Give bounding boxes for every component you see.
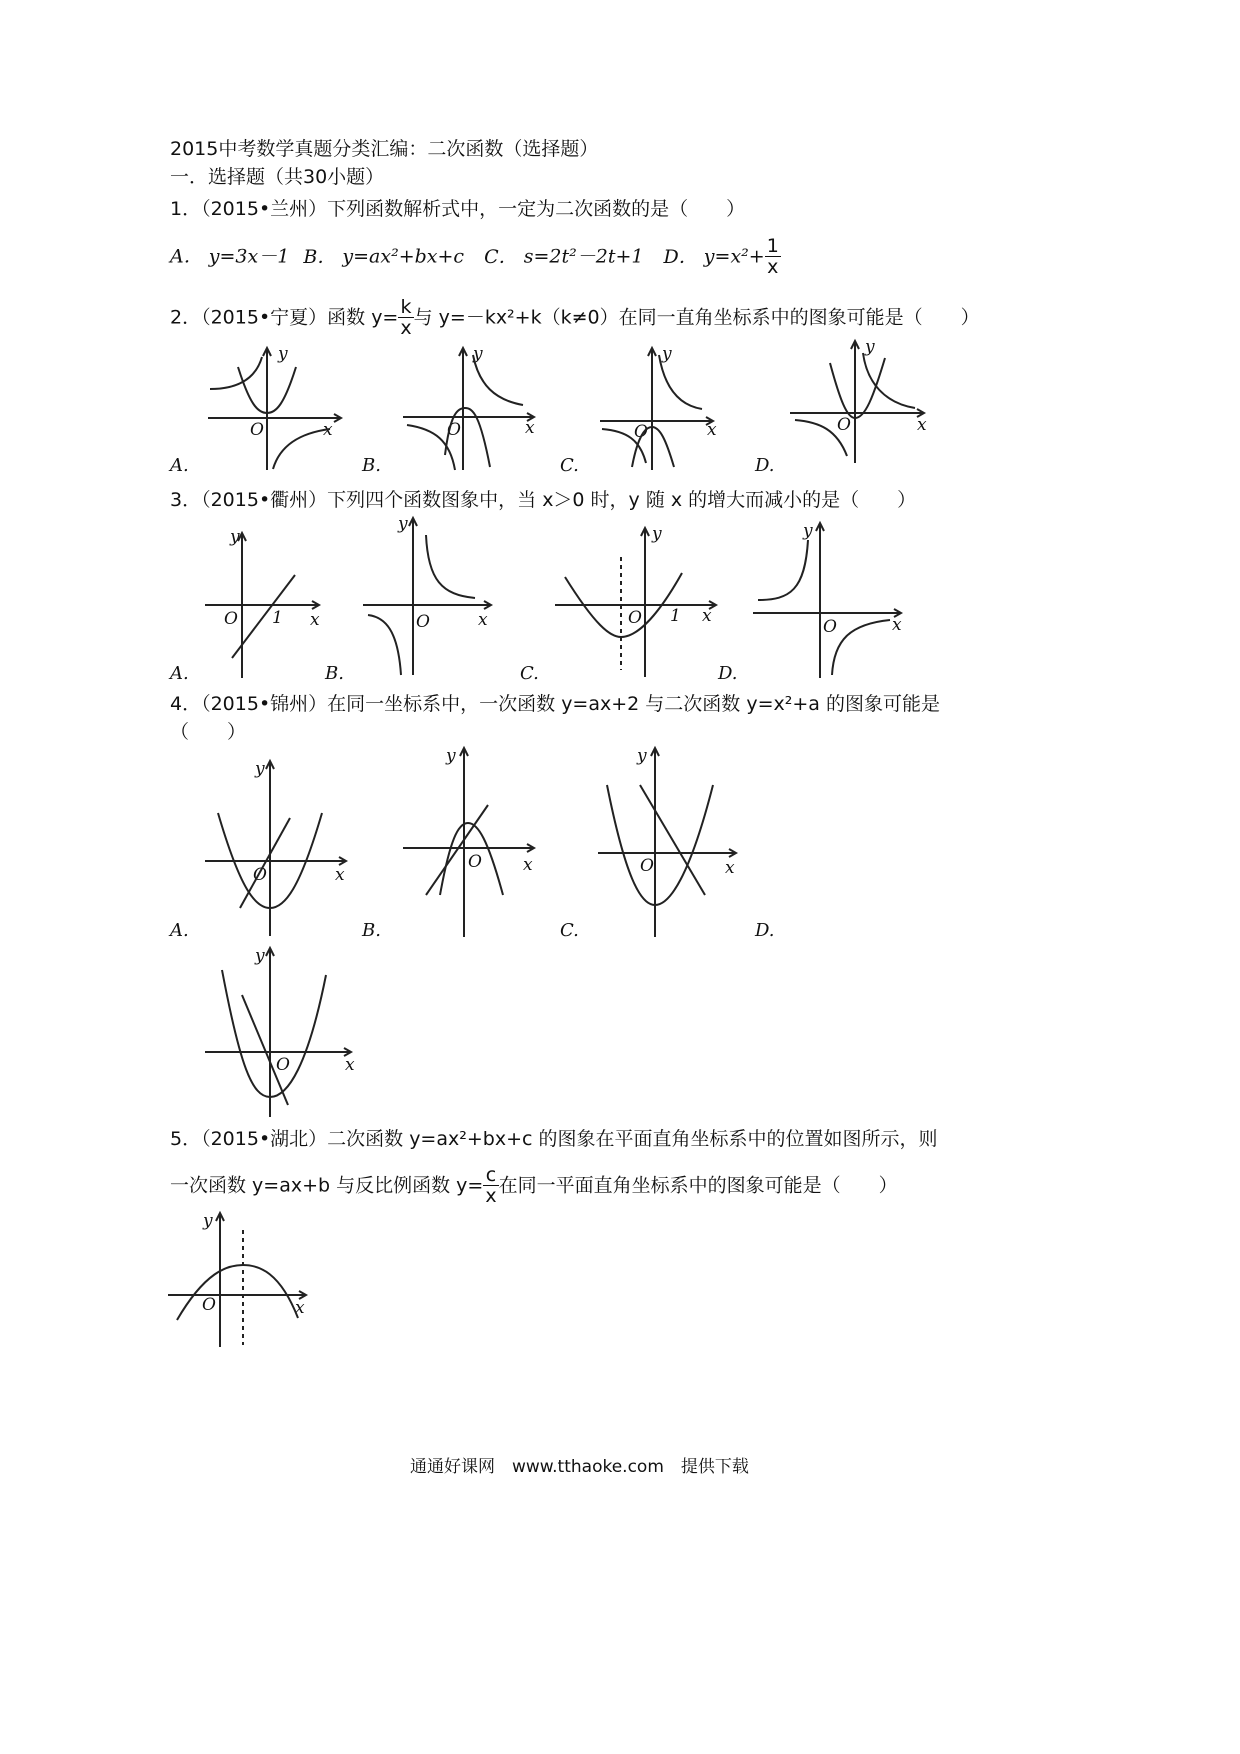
origin-label: O — [416, 612, 430, 632]
q2-fraction-denominator: x — [400, 317, 412, 339]
q1-option-b-expr: y=ax²+bx+c — [342, 245, 465, 268]
q1-stem: 1．（2015•兰州）下列函数解析式中，一定为二次函数的是（ ） — [170, 198, 746, 220]
q3-stem: 3．（2015•衢州）下列四个函数图象中，当 x＞0 时，y 随 x 的增大而减小的是（ ） — [170, 489, 917, 511]
q1-option-c-expr: s=2t²－2t+1 — [523, 245, 644, 268]
q1-option-d-expr: y=x²+ — [703, 245, 765, 268]
q2-graph-a — [200, 345, 350, 475]
q5-stem-line1: 5．（2015•湖北）二次函数 y=ax²+bx+c 的图象在平面直角坐标系中的位置如图所示，则 — [170, 1128, 938, 1150]
axis-x-label: x — [707, 420, 717, 440]
q2-option-b: B. — [362, 455, 381, 476]
axis-x-label: x — [892, 615, 902, 635]
q4-option-d: D. — [755, 920, 775, 941]
q4-option-b: B. — [362, 920, 381, 941]
origin-label: O — [276, 1055, 290, 1075]
q3-graph-c — [555, 525, 720, 680]
q2-graph-b — [395, 345, 545, 475]
q2-stem-suffix: 与 y=－kx²+k（k≠0）在同一直角坐标系中的图象可能是（ ） — [413, 306, 980, 329]
origin-label: O — [447, 420, 461, 440]
axis-y-label: y — [255, 946, 265, 966]
q5-fraction-denominator: x — [485, 1185, 497, 1207]
q3-graph-b — [360, 515, 500, 680]
q2-graph-d — [785, 338, 940, 468]
q2-option-c: C. — [560, 455, 579, 476]
q5-stem-suffix: 在同一平面直角坐标系中的图象可能是（ ） — [498, 1174, 898, 1197]
axis-x-label: x — [523, 855, 533, 875]
q3-graph-d — [750, 520, 910, 680]
axis-y-label: y — [803, 521, 813, 541]
q2-graph-c — [592, 345, 742, 475]
q5-graph — [165, 1210, 315, 1350]
q3-graph-a — [200, 527, 340, 680]
q2-fraction-numerator: k — [398, 298, 413, 318]
q1-fraction — [765, 237, 781, 277]
q4-stem: 4．（2015•锦州）在同一坐标系中，一次函数 y=ax+2 与二次函数 y=x²+a 的图象可能是 — [170, 693, 940, 715]
axis-y-label: y — [865, 337, 875, 357]
q3-option-b: B. — [325, 663, 344, 684]
origin-label: O — [628, 608, 642, 628]
axis-y-label: y — [230, 527, 240, 547]
axis-one-label: 1 — [272, 608, 283, 628]
q1-option-b-label: B． — [303, 245, 337, 268]
q1-fraction-denominator: x — [767, 256, 779, 278]
axis-y-label: y — [473, 344, 483, 364]
q1-fraction-numerator: 1 — [766, 235, 779, 257]
q5-stem-line2 — [170, 1166, 898, 1206]
axis-y-label: y — [637, 746, 647, 766]
q2-option-d: D. — [755, 455, 775, 476]
q5-fraction — [483, 1166, 498, 1206]
axis-x-label: x — [725, 858, 735, 878]
q2-stem — [170, 298, 980, 338]
axis-one-label: 1 — [670, 606, 681, 626]
axis-x-label: x — [310, 610, 320, 630]
origin-label: O — [202, 1295, 216, 1315]
axis-y-label: y — [652, 524, 662, 544]
q1-option-c-label: C． — [484, 245, 518, 268]
axis-x-label: x — [702, 606, 712, 626]
q3-option-a: A. — [170, 663, 189, 684]
axis-y-label: y — [446, 746, 456, 766]
origin-label: O — [837, 415, 851, 435]
axis-y-label: y — [662, 344, 672, 364]
origin-label: O — [823, 617, 837, 637]
document-title: 2015中考数学真题分类汇编：二次函数（选择题） — [170, 138, 599, 160]
axis-x-label: x — [917, 415, 927, 435]
footer: 通通好课网 www.tthaoke.com 提供下载 — [410, 1457, 749, 1477]
origin-label: O — [253, 865, 267, 885]
q4-option-a: A. — [170, 920, 189, 941]
q5-stem-prefix: 一次函数 y=ax+b 与反比例函数 y= — [170, 1174, 484, 1197]
origin-label: O — [640, 856, 654, 876]
q1-option-a-expr: y=3x－1 — [208, 245, 290, 268]
q1-option-d-label: D． — [663, 245, 698, 268]
origin-label: O — [634, 422, 648, 442]
q2-stem-prefix: 2．（2015•宁夏）函数 y= — [170, 306, 399, 329]
q3-option-d: D. — [718, 663, 738, 684]
q4-option-c: C. — [560, 920, 579, 941]
origin-label: O — [224, 609, 238, 629]
q1-option-a-label: A． — [170, 245, 203, 268]
axis-y-label: y — [278, 344, 288, 364]
q4-graph-d — [200, 945, 360, 1120]
q1-options — [170, 237, 781, 277]
q2-fraction — [398, 298, 413, 338]
q4-graph-a — [200, 758, 355, 938]
q5-fraction-numerator: c — [483, 1166, 498, 1186]
axis-x-label: x — [335, 865, 345, 885]
origin-label: O — [250, 420, 264, 440]
axis-y-label: y — [203, 1211, 213, 1231]
axis-y-label: y — [255, 759, 265, 779]
axis-x-label: x — [323, 420, 333, 440]
axis-x-label: x — [478, 610, 488, 630]
q4-answer-paren: （ ） — [170, 721, 247, 743]
q4-graph-b — [398, 745, 548, 940]
q2-option-a: A. — [170, 455, 189, 476]
origin-label: O — [468, 852, 482, 872]
axis-x-label: x — [295, 1298, 305, 1318]
axis-y-label: y — [398, 514, 408, 534]
section-heading: 一．选择题（共30小题） — [170, 166, 385, 188]
q4-graph-c — [595, 745, 745, 940]
axis-x-label: x — [345, 1055, 355, 1075]
q3-option-c: C. — [520, 663, 539, 684]
axis-x-label: x — [525, 418, 535, 438]
